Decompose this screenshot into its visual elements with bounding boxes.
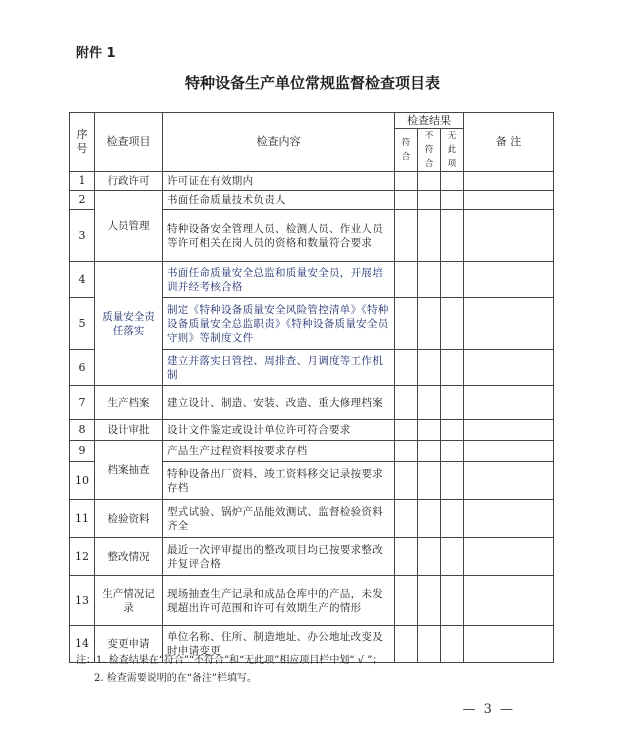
page-number: — 3 — <box>462 702 515 717</box>
row-item: 生产档案 <box>95 386 163 420</box>
table-row <box>70 420 554 441</box>
result-na-cell[interactable] <box>441 350 464 386</box>
result-fail-cell[interactable] <box>418 420 441 441</box>
header-result-pass: 符合 <box>395 129 418 172</box>
result-na-cell[interactable] <box>441 210 464 262</box>
result-pass-cell[interactable] <box>395 191 418 210</box>
header-content: 检查内容 <box>163 113 395 172</box>
result-pass-cell[interactable] <box>395 386 418 420</box>
result-fail-cell[interactable] <box>418 298 441 350</box>
result-pass-cell[interactable] <box>395 462 418 500</box>
row-content: 设计文件鉴定或设计单位许可符合要求 <box>163 420 395 441</box>
row-content: 制定《特种设备质量安全风险管控清单》《特种设备质量安全总监职责》《特种设备质量安全员守则》等制度文件 <box>163 298 395 350</box>
result-na-cell[interactable] <box>441 420 464 441</box>
result-fail-cell[interactable] <box>418 538 441 576</box>
result-fail-cell[interactable] <box>418 191 441 210</box>
row-content: 建立设计、制造、安装、改造、重大修理档案 <box>163 386 395 420</box>
result-fail-cell[interactable] <box>418 500 441 538</box>
row-item: 整改情况 <box>95 538 163 576</box>
result-pass-cell[interactable] <box>395 350 418 386</box>
table-row <box>70 500 554 538</box>
row-number: 8 <box>70 420 95 441</box>
header-item: 检查项目 <box>95 113 163 172</box>
row-number: 3 <box>70 210 95 262</box>
table-row <box>70 538 554 576</box>
result-fail-cell[interactable] <box>418 210 441 262</box>
header-result-fail: 不符合 <box>418 129 441 172</box>
result-na-cell[interactable] <box>441 626 464 663</box>
remarks-cell[interactable] <box>464 172 554 191</box>
remarks-cell[interactable] <box>464 500 554 538</box>
remarks-cell[interactable] <box>464 298 554 350</box>
row-item: 生产情况记录 <box>95 576 163 626</box>
row-item: 质量安全责任落实 <box>95 262 163 386</box>
result-na-cell[interactable] <box>441 172 464 191</box>
remarks-cell[interactable] <box>464 386 554 420</box>
row-content: 单位名称、住所、制造地址、办公地址改变及时申请变更 <box>163 626 395 663</box>
row-item: 变更申请 <box>95 626 163 663</box>
result-na-cell[interactable] <box>441 462 464 500</box>
result-pass-cell[interactable] <box>395 441 418 462</box>
row-number: 7 <box>70 386 95 420</box>
result-fail-cell[interactable] <box>418 576 441 626</box>
result-na-cell[interactable] <box>441 386 464 420</box>
result-fail-cell[interactable] <box>418 262 441 298</box>
remarks-cell[interactable] <box>464 262 554 298</box>
remarks-cell[interactable] <box>464 441 554 462</box>
result-na-cell[interactable] <box>441 191 464 210</box>
result-fail-cell[interactable] <box>418 462 441 500</box>
result-fail-cell[interactable] <box>418 386 441 420</box>
row-number: 14 <box>70 626 95 663</box>
remarks-cell[interactable] <box>464 538 554 576</box>
row-content: 现场抽查生产记录和成品仓库中的产品，未发现超出许可范围和许可有效期生产的情形 <box>163 576 395 626</box>
header-remarks: 备 注 <box>464 113 554 172</box>
note-2: 2. 检查需要说明的在“备注”栏填写。 <box>94 673 257 684</box>
inspection-table <box>69 112 554 663</box>
result-pass-cell[interactable] <box>395 210 418 262</box>
row-content: 特种设备安全管理人员、检测人员、作业人员等许可相关在岗人员的资格和数量符合要求 <box>163 210 395 262</box>
row-content: 特种设备出厂资料、竣工资料移交记录按要求存档 <box>163 462 395 500</box>
row-number: 10 <box>70 462 95 500</box>
header-result-group: 检查结果 <box>395 113 464 129</box>
result-pass-cell[interactable] <box>395 172 418 191</box>
table-row <box>70 262 554 298</box>
remarks-cell[interactable] <box>464 210 554 262</box>
remarks-cell[interactable] <box>464 462 554 500</box>
result-pass-cell[interactable] <box>395 298 418 350</box>
result-na-cell[interactable] <box>441 298 464 350</box>
result-pass-cell[interactable] <box>395 500 418 538</box>
row-item: 设计审批 <box>95 420 163 441</box>
row-content: 产品生产过程资料按要求存档 <box>163 441 395 462</box>
table-row <box>70 441 554 462</box>
result-na-cell[interactable] <box>441 262 464 298</box>
row-item: 行政许可 <box>95 172 163 191</box>
header-result-na: 无此项 <box>441 129 464 172</box>
result-fail-cell[interactable] <box>418 441 441 462</box>
result-fail-cell[interactable] <box>418 350 441 386</box>
row-content: 书面任命质量安全总监和质量安全员，开展培训并经考核合格 <box>163 262 395 298</box>
row-number: 9 <box>70 441 95 462</box>
table-row <box>70 172 554 191</box>
row-content: 建立并落实日管控、周排查、月调度等工作机制 <box>163 350 395 386</box>
remarks-cell[interactable] <box>464 420 554 441</box>
result-pass-cell[interactable] <box>395 538 418 576</box>
result-fail-cell[interactable] <box>418 626 441 663</box>
row-content: 许可证在有效期内 <box>163 172 395 191</box>
remarks-cell[interactable] <box>464 626 554 663</box>
row-item: 人员管理 <box>95 191 163 262</box>
row-content: 型式试验、锅炉产品能效测试、监督检验资料齐全 <box>163 500 395 538</box>
row-number: 12 <box>70 538 95 576</box>
result-pass-cell[interactable] <box>395 262 418 298</box>
note-1: 注：1. 检查结果在“符合”“不符合”和“无此项”相应项目栏中划“ √ ”； <box>76 655 383 666</box>
row-item: 检验资料 <box>95 500 163 538</box>
row-number: 4 <box>70 262 95 298</box>
result-pass-cell[interactable] <box>395 576 418 626</box>
document-title: 特种设备生产单位常规监督检查项目表 <box>184 74 440 92</box>
result-na-cell[interactable] <box>441 538 464 576</box>
result-fail-cell[interactable] <box>418 172 441 191</box>
row-number: 6 <box>70 350 95 386</box>
result-na-cell[interactable] <box>441 500 464 538</box>
row-number: 5 <box>70 298 95 350</box>
remarks-cell[interactable] <box>464 350 554 386</box>
result-pass-cell[interactable] <box>395 626 418 663</box>
result-na-cell[interactable] <box>441 576 464 626</box>
remarks-cell[interactable] <box>464 191 554 210</box>
row-number: 2 <box>70 191 95 210</box>
row-content: 最近一次评审提出的整改项目均已按要求整改并复评合格 <box>163 538 395 576</box>
table-row <box>70 191 554 210</box>
result-pass-cell[interactable] <box>395 420 418 441</box>
table-notes <box>76 652 382 688</box>
row-item: 档案抽查 <box>95 441 163 500</box>
table-row <box>70 576 554 626</box>
row-content: 书面任命质量技术负责人 <box>163 191 395 210</box>
row-number: 13 <box>70 576 95 626</box>
table-row <box>70 386 554 420</box>
attachment-label: 附件 1 <box>76 46 116 61</box>
remarks-cell[interactable] <box>464 576 554 626</box>
row-number: 11 <box>70 500 95 538</box>
row-number: 1 <box>70 172 95 191</box>
header-index: 序号 <box>70 113 95 172</box>
result-na-cell[interactable] <box>441 441 464 462</box>
